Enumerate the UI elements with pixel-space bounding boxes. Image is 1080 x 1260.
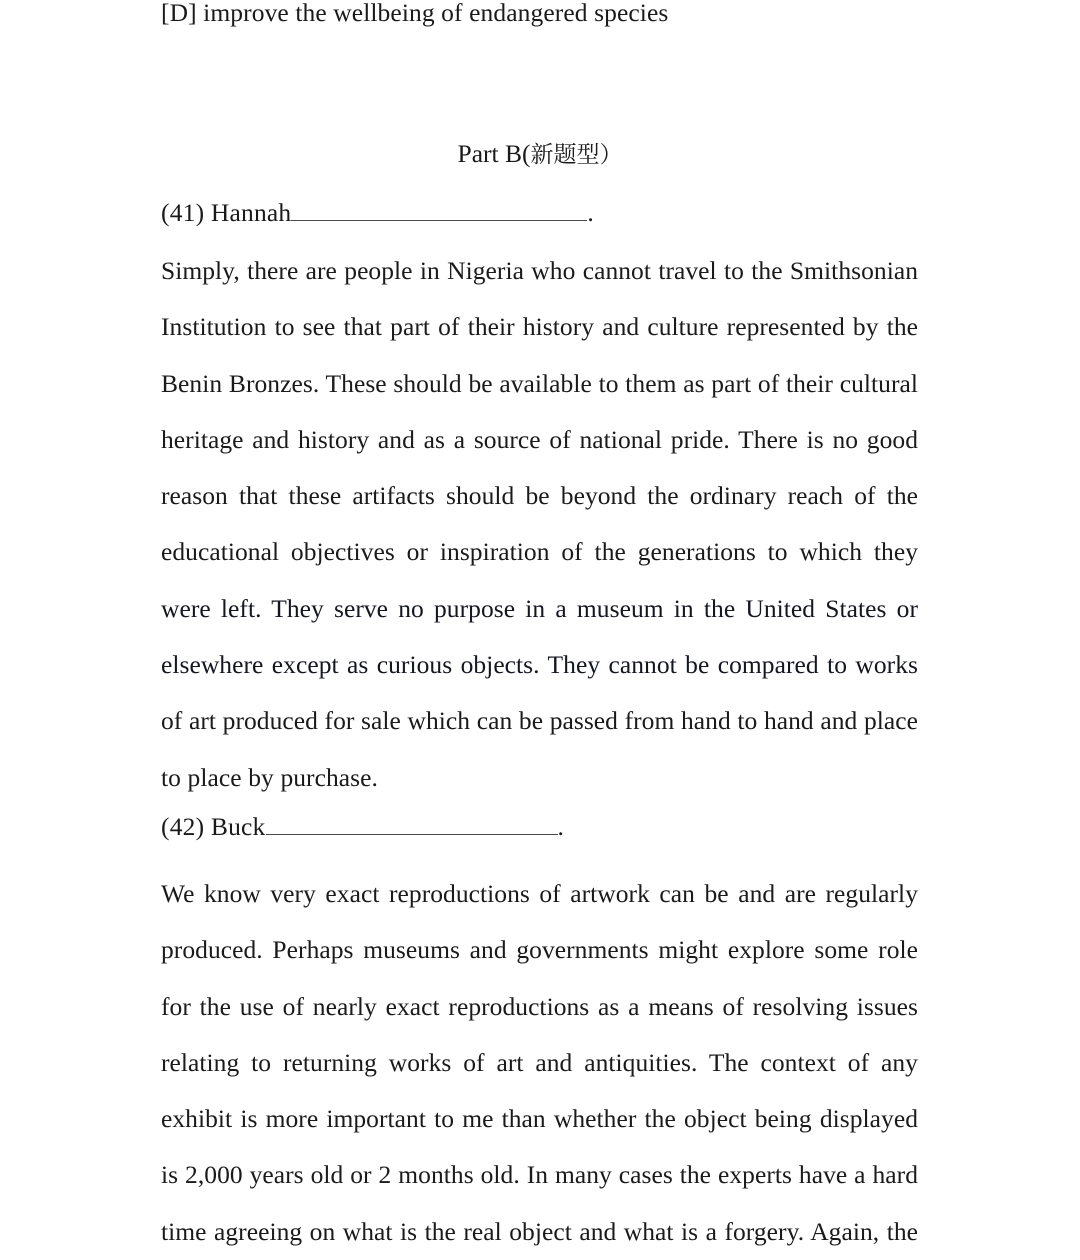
question-42-prompt <box>161 810 564 844</box>
question-41-period: . <box>587 198 594 227</box>
paragraph-line: were left. They serve no purpose in a museum in the United States or <box>161 593 918 623</box>
paragraph-line: We know very exact reproductions of artwork can be and are regularly <box>161 879 918 908</box>
paragraph-line: heritage and history and as a source of national pride. There is no good <box>161 424 918 454</box>
section-heading-closing-paren: ） <box>599 142 623 168</box>
question-42-label: (42) Buck <box>161 812 266 841</box>
question-42-answer-blank[interactable] <box>266 815 558 835</box>
section-heading-latin: Part B( <box>457 139 531 168</box>
paragraph-line: is 2,000 years old or 2 months old. In many cases the experts have a hard <box>161 1160 918 1190</box>
question-41-paragraph <box>161 243 918 806</box>
paragraph-line: relating to returning works of art and antiquities. The context of any <box>161 1047 918 1077</box>
paragraph-line: educational objectives or inspiration of the generations to which they <box>161 537 918 567</box>
question-42-paragraph <box>161 866 918 1260</box>
paragraph-line: elsewhere except as curious objects. They cannot be compared to works <box>161 650 918 680</box>
question-42-period: . <box>557 812 564 841</box>
paragraph-line: Institution to see that part of their history and culture represented by the <box>161 312 918 342</box>
question-41-prompt <box>161 196 594 230</box>
paragraph-line: to place by purchase. <box>161 762 378 792</box>
paragraph-line: Simply, there are people in Nigeria who cannot travel to the Smithsonian <box>161 256 918 285</box>
paragraph-line: exhibit is more important to me than whether the object being displayed <box>161 1104 918 1134</box>
answer-option-d: [D] improve the wellbeing of endangered species <box>161 0 669 27</box>
paragraph-line: produced. Perhaps museums and governments might explore some role <box>161 935 918 965</box>
section-heading-cjk: 新题型 <box>530 142 600 168</box>
paragraph-line: for the use of nearly exact reproductions as a means of resolving issues <box>161 991 918 1021</box>
paragraph-line: reason that these artifacts should be beyond the ordinary reach of the <box>161 481 918 511</box>
question-41-answer-blank[interactable] <box>291 201 587 221</box>
question-41-label: (41) Hannah <box>161 198 292 227</box>
paragraph-line: Benin Bronzes. These should be available to them as part of their cultural <box>161 368 918 398</box>
paragraph-line: of art produced for sale which can be passed from hand to hand and place <box>161 706 918 736</box>
paragraph-line: time agreeing on what is the real object and what is a forgery. Again, the <box>161 1216 918 1246</box>
section-heading <box>0 137 1080 172</box>
